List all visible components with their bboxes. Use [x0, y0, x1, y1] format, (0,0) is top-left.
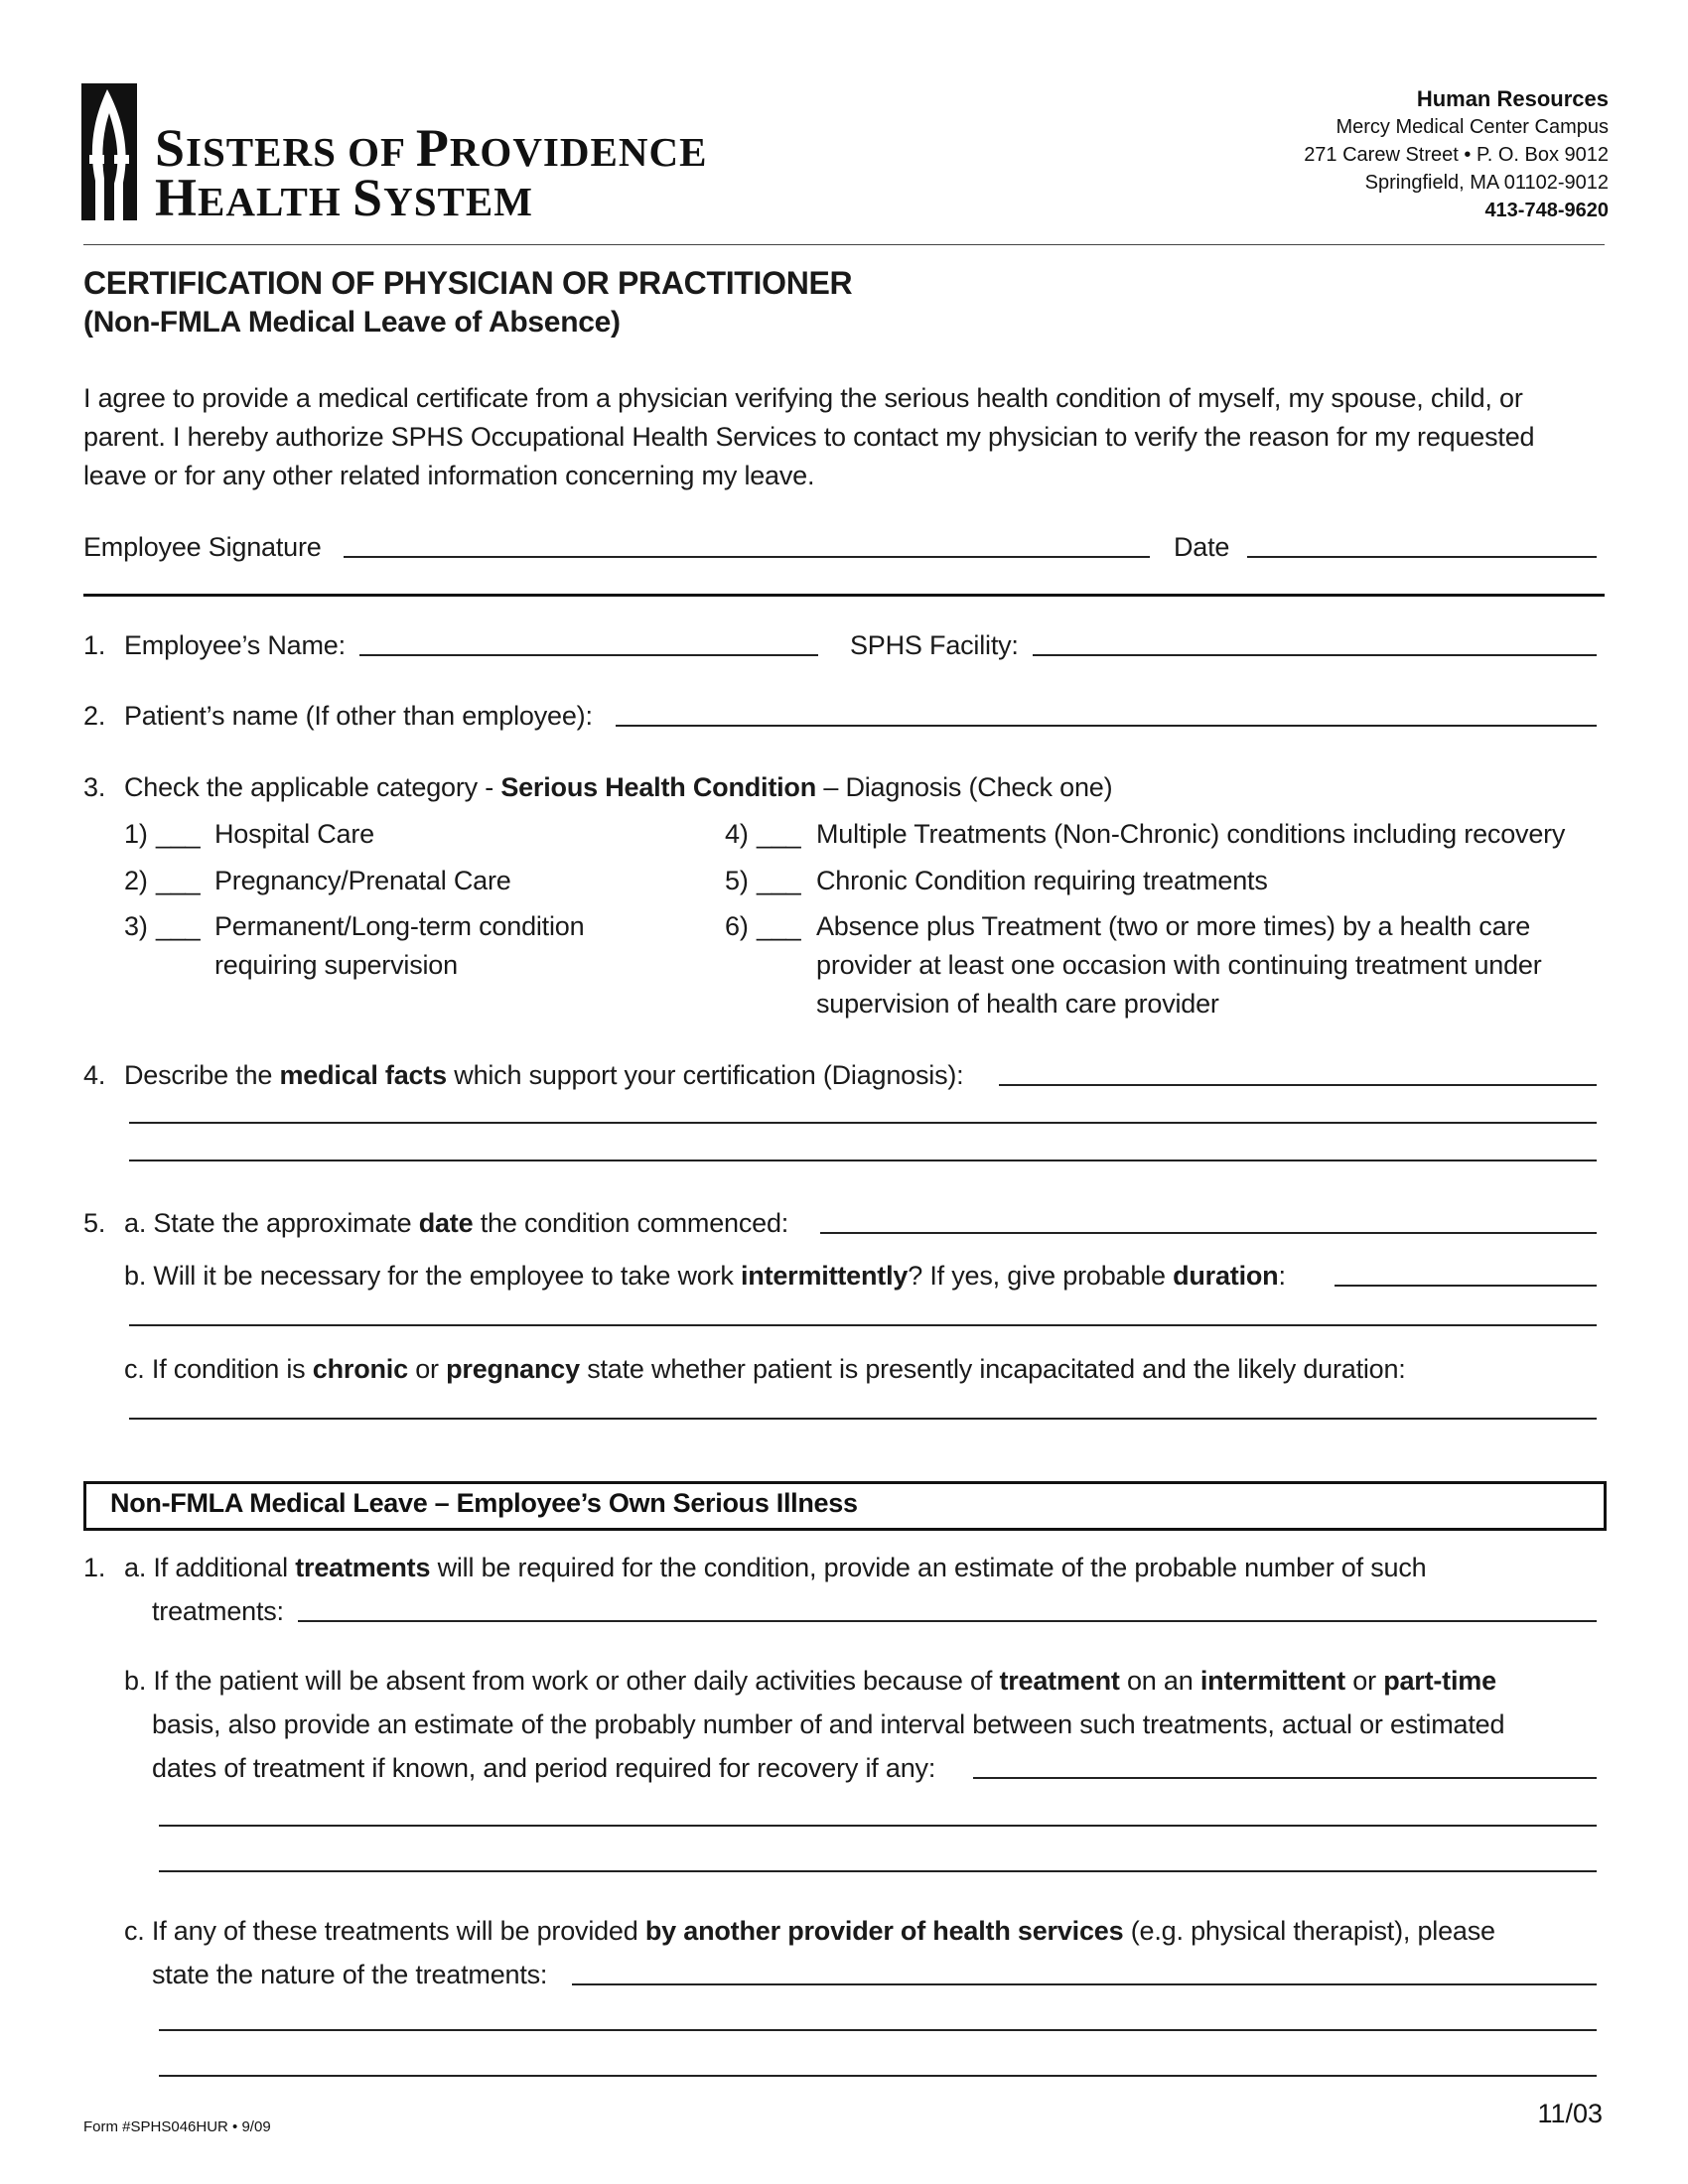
- providence-cross-logo-icon: [81, 83, 137, 220]
- phone-number: 413-748-9620: [1484, 200, 1609, 221]
- section-header-title: Non-FMLA Medical Leave – Employee’s Own Serious Illness: [110, 1488, 858, 1518]
- option-6-number: 6): [725, 911, 749, 941]
- header-divider: [83, 244, 1605, 245]
- treatments-estimate-field[interactable]: [298, 1620, 1597, 1622]
- treatment-schedule-field-line-2[interactable]: [159, 1825, 1597, 1827]
- option-4-number: 4): [725, 819, 749, 849]
- other-provider-treatments-field-line-1[interactable]: [572, 1983, 1597, 1985]
- signature-divider: [83, 594, 1605, 597]
- s2-q1c-question-cont: state the nature of the treatments:: [152, 1960, 548, 1989]
- treatment-schedule-field-line-3[interactable]: [159, 1870, 1597, 1872]
- s2-q1a-question-cont: treatments:: [152, 1596, 284, 1626]
- s2-q1c-question: c. If any of these treatments will be provided by another provider of health services (e.g. physical therapist), please: [124, 1916, 1495, 1946]
- address-block: [1304, 85, 1609, 224]
- org-name-line1: SISTERS OF PROVIDENCE: [155, 118, 708, 178]
- option-2-number: 2): [124, 866, 148, 895]
- intro-line-1: I agree to provide a medical certificate from a physician verifying the serious health condition of myself, my spouse, child, or: [83, 383, 1523, 413]
- s2-q1a-question: a. If additional treatments will be required for the condition, provide an estimate of the probable number of such: [124, 1553, 1427, 1582]
- q3-number: 3.: [83, 772, 106, 802]
- signature-field[interactable]: [344, 556, 1150, 558]
- facility-label: SPHS Facility:: [850, 630, 1019, 660]
- option-6-label-cont2: supervision of health care provider: [816, 989, 1219, 1019]
- other-provider-treatments-field-line-2[interactable]: [159, 2029, 1597, 2031]
- q5-number: 5.: [83, 1208, 106, 1238]
- form-title: CERTIFICATION OF PHYSICIAN OR PRACTITIONER: [83, 265, 853, 301]
- option-3-number: 3): [124, 911, 148, 941]
- diagnosis-field-line-1[interactable]: [999, 1084, 1597, 1086]
- signature-label: Employee Signature: [83, 532, 322, 562]
- option-5-label: Chronic Condition requiring treatments: [816, 866, 1268, 895]
- q5b-question: b. Will it be necessary for the employee to take work intermittently? If yes, give probable duration:: [124, 1261, 1286, 1291]
- revision-date: 11/03: [1537, 2099, 1603, 2128]
- patient-name-field[interactable]: [616, 725, 1597, 727]
- q5a-question: a. State the approximate date the condition commenced:: [124, 1208, 789, 1238]
- intermittent-duration-field-line-2[interactable]: [129, 1324, 1597, 1326]
- q1-number: 1.: [83, 630, 106, 660]
- facility-field[interactable]: [1033, 654, 1597, 656]
- employee-name-field[interactable]: [359, 654, 818, 656]
- option-6-checkbox[interactable]: ___: [757, 911, 801, 941]
- street-address: 271 Carew Street • P. O. Box 9012: [1304, 144, 1609, 166]
- q4-number: 4.: [83, 1060, 106, 1090]
- option-5-checkbox[interactable]: ___: [757, 866, 801, 895]
- s2-q1-number: 1.: [83, 1553, 106, 1582]
- date-label: Date: [1174, 532, 1230, 562]
- option-4-label: Multiple Treatments (Non-Chronic) conditions including recovery: [816, 819, 1566, 849]
- incapacity-duration-field[interactable]: [129, 1418, 1597, 1420]
- intro-line-2: parent. I hereby authorize SPHS Occupational Health Services to contact my physician to verify the reason for my requested: [83, 422, 1535, 452]
- org-name-line2: HEALTH SYSTEM: [155, 168, 533, 227]
- option-1-number: 1): [124, 819, 148, 849]
- city-state-zip: Springfield, MA 01102-9012: [1364, 172, 1609, 194]
- other-provider-treatments-field-line-3[interactable]: [159, 2075, 1597, 2077]
- date-field[interactable]: [1247, 556, 1597, 558]
- form-number: Form #SPHS046HUR • 9/09: [83, 2118, 271, 2135]
- option-4-checkbox[interactable]: ___: [757, 819, 801, 849]
- q4-question: Describe the medical facts which support your certification (Diagnosis):: [124, 1060, 964, 1090]
- option-2-checkbox[interactable]: ___: [156, 866, 201, 895]
- condition-start-date-field[interactable]: [820, 1232, 1597, 1234]
- treatment-schedule-field-line-1[interactable]: [973, 1777, 1597, 1779]
- intermittent-duration-field[interactable]: [1335, 1285, 1597, 1287]
- patient-name-label: Patient’s name (If other than employee):: [124, 701, 593, 731]
- option-5-number: 5): [725, 866, 749, 895]
- option-1-label: Hospital Care: [214, 819, 374, 849]
- department: Human Resources: [1416, 86, 1609, 111]
- s2-q1b-question-cont2: dates of treatment if known, and period required for recovery if any:: [152, 1753, 936, 1783]
- employee-name-label: Employee’s Name:: [124, 630, 346, 660]
- option-6-label: Absence plus Treatment (two or more times) by a health care: [816, 911, 1531, 941]
- campus: Mercy Medical Center Campus: [1336, 116, 1609, 138]
- option-6-label-cont: provider at least one occasion with continuing treatment under: [816, 950, 1542, 980]
- option-3-label: Permanent/Long-term condition: [214, 911, 585, 941]
- s2-q1b-question: b. If the patient will be absent from work or other daily activities because of treatment on an intermittent or part-time: [124, 1666, 1496, 1696]
- q3-question: Check the applicable category - Serious Health Condition – Diagnosis (Check one): [124, 772, 1113, 802]
- intro-line-3: leave or for any other related information concerning my leave.: [83, 461, 815, 490]
- q2-number: 2.: [83, 701, 106, 731]
- form-subtitle: (Non-FMLA Medical Leave of Absence): [83, 306, 621, 339]
- option-1-checkbox[interactable]: ___: [156, 819, 201, 849]
- q5c-question: c. If condition is chronic or pregnancy state whether patient is presently incapacitated and the likely duration:: [124, 1354, 1406, 1384]
- option-3-label-cont: requiring supervision: [214, 950, 458, 980]
- option-3-checkbox[interactable]: ___: [156, 911, 201, 941]
- diagnosis-field-line-2[interactable]: [129, 1122, 1597, 1124]
- option-2-label: Pregnancy/Prenatal Care: [214, 866, 511, 895]
- diagnosis-field-line-3[interactable]: [129, 1160, 1597, 1161]
- section-header-box: [83, 1481, 1607, 1531]
- s2-q1b-question-cont: basis, also provide an estimate of the probably number of and interval between such treatments, actual or estimated: [152, 1709, 1505, 1739]
